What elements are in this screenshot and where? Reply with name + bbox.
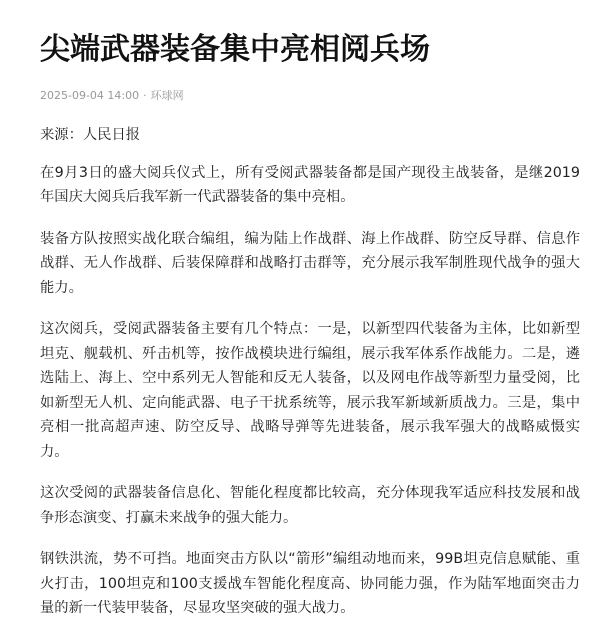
paragraph: 在9月3日的盛大阅兵仪式上，所有受阅武器装备都是国产现役主战装备，是继2019年国庆大阅兵后我军新一代武器装备的集中亮相。 <box>40 164 580 205</box>
paragraph: 这次阅兵，受阅武器装备主要有几个特点：一是，以新型四代装备为主体，比如新型坦克、舰载机、歼击机等，按作战模块进行编组，展示我军体系作战能力。二是，遴选陆上、海上、空中系列无人智能和反无人装备，以及网电作战等新型力量受阅，比如新型无人机、定向能武器、电子干扰系统等，展示我军新域新质战力。三是，集中亮相一批高超声速、防空反导、战略导弹等先进装备，展示我军强大的战略威慑实力。 <box>40 321 580 460</box>
article-body <box>40 123 580 621</box>
source-site: 环球网 <box>150 89 184 102</box>
article-meta <box>40 82 606 110</box>
article-title: 尖端武器装备集中亮相阅兵场 <box>40 32 430 67</box>
paragraph: 钢铁洪流，势不可挡。地面突击方队以“箭形”编组动地而来，99B坦克信息赋能、重火打击，100坦克和100支援战车智能化程度高、协同能力强，作为陆军地面突击力量的新一代装甲装备，尽显攻坚突破的强大战力。 <box>40 551 580 616</box>
paragraph: 这次受阅的武器装备信息化、智能化程度都比较高，充分体现我军适应科技发展和战争形态演变、打赢未来战争的强大能力。 <box>40 485 580 526</box>
paragraph: 装备方队按照实战化联合编组，编为陆上作战群、海上作战群、防空反导群、信息作战群、无人作战群、后装保障群和战略打击群等，充分展示我军制胜现代战争的强大能力。 <box>40 230 580 296</box>
publish-date: 2025-09-04 14:00 <box>40 89 140 102</box>
source-line: 来源：人民日报 <box>40 127 141 143</box>
meta-separator: · <box>143 89 147 102</box>
